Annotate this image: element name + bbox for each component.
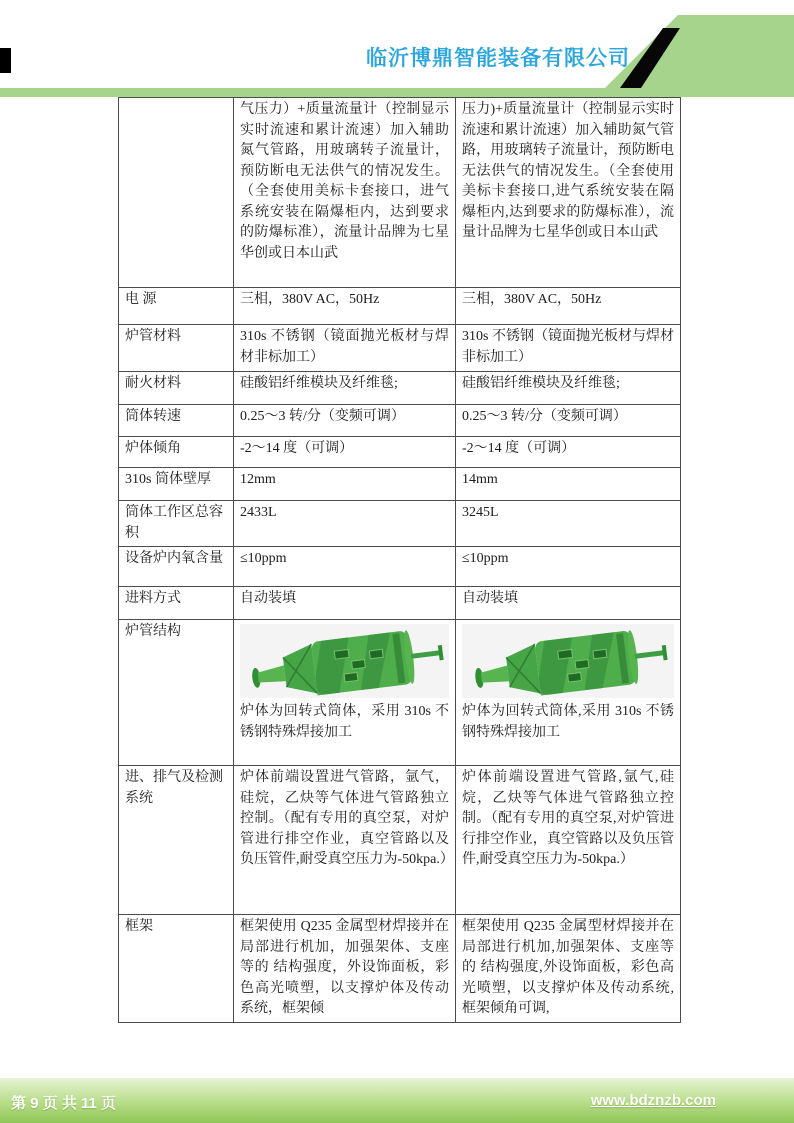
spec-cell: 框架使用 Q235 金属型材焊接并在局部进行机加,加强架体、支座等的 结构强度,外设饰面板，彩色高光喷塑，以支撑炉体及传动系统,框架倾角可调,	[456, 915, 681, 1023]
spec-cell: ≤10ppm	[234, 547, 456, 587]
spec-cell: 硅酸铝纤维模块及纤维毯;	[456, 372, 681, 405]
page-footer	[0, 1078, 794, 1123]
header-green-bar	[0, 88, 794, 97]
table-row	[119, 288, 681, 325]
spec-cell: 0.25～3 转/分（变频可调）	[234, 405, 456, 437]
spec-cell: 三相，380V AC，50Hz	[456, 288, 681, 325]
table-row	[119, 437, 681, 468]
table-row	[119, 98, 681, 288]
row-label-cell: 筒体转速	[119, 405, 234, 437]
spec-cell: 3245L	[456, 501, 681, 547]
furnace-render-icon	[462, 624, 674, 698]
page-header	[0, 0, 794, 100]
table-row	[119, 766, 681, 915]
row-label-cell: 炉管材料	[119, 325, 234, 372]
spec-table	[118, 97, 681, 1023]
spec-cell: 硅酸铝纤维模块及纤维毯;	[234, 372, 456, 405]
table-row	[119, 547, 681, 587]
table-row	[119, 468, 681, 501]
table-row	[119, 405, 681, 437]
row-label-cell: 炉管结构	[119, 620, 234, 766]
row-label-cell: 进料方式	[119, 587, 234, 620]
furnace-render-image	[462, 624, 674, 698]
furnace-caption: 炉体为回转式筒体，采用 310s 不锈钢特殊焊接加工	[240, 704, 449, 740]
table-row	[119, 372, 681, 405]
spec-cell: 310s 不锈钢（镜面抛光板材与焊材非标加工）	[234, 325, 456, 372]
spec-cell: ≤10ppm	[456, 547, 681, 587]
table-row	[119, 501, 681, 547]
row-label-cell	[119, 98, 234, 288]
row-label-cell: 炉体倾角	[119, 437, 234, 468]
spec-cell: 14mm	[456, 468, 681, 501]
spec-cell: -2～14 度（可调）	[456, 437, 681, 468]
header-black-block	[0, 48, 11, 73]
table-row	[119, 325, 681, 372]
row-label-cell: 筒体工作区总容积	[119, 501, 234, 547]
row-label-cell: 设备炉内氧含量	[119, 547, 234, 587]
website-link[interactable]: www.bdznzb.com	[590, 1092, 716, 1109]
spec-cell: 炉体前端设置进气管路,氩气,硅烷，乙炔等气体进气管路独立控制。（配有专用的真空泵,对炉管进行排空作业，真空管路以及负压管件,耐受真空压力为-50kpa.）	[456, 766, 681, 915]
spec-cell: 自动装填	[234, 587, 456, 620]
furnace-render-image	[240, 624, 449, 698]
spec-cell: 气压力）+质量流量计（控制显示实时流速和累计流速）加入辅助氮气管路，用玻璃转子流量计，预防断电无法供气的情况发生。（全套使用美标卡套接口，进气系统安装在隔爆柜内，达到要求的防爆标准），流量计品牌为七星华创或日本山武	[234, 98, 456, 288]
furnace-caption: 炉体为回转式筒体,采用 310s 不锈钢特殊焊接加工	[462, 704, 674, 740]
header-green-parallelogram	[0, 0, 794, 88]
spec-cell: -2～14 度（可调）	[234, 437, 456, 468]
spec-cell: 三相，380V AC，50Hz	[234, 288, 456, 325]
company-name: 临沂博鼎智能装备有限公司	[366, 47, 630, 70]
page-number: 第 9 页 共 11 页	[11, 1095, 117, 1112]
spec-cell: 310s 不锈钢（镜面抛光板材与焊材非标加工）	[456, 325, 681, 372]
spec-cell: 炉体前端设置进气管路，氩气，硅烷，乙炔等气体进气管路独立控制。（配有专用的真空泵，对炉管进行排空作业，真空管路以及负压管件,耐受真空压力为-50kpa.）	[234, 766, 456, 915]
spec-cell: 自动装填	[456, 587, 681, 620]
row-label-cell: 电 源	[119, 288, 234, 325]
row-label-cell: 耐火材料	[119, 372, 234, 405]
row-label-cell: 进、排气及检测系统	[119, 766, 234, 915]
spec-cell: 2433L	[234, 501, 456, 547]
spec-cell: 0.25～3 转/分（变频可调）	[456, 405, 681, 437]
spec-cell: 12mm	[234, 468, 456, 501]
furnace-render-icon	[240, 624, 449, 698]
table-row	[119, 915, 681, 1023]
spec-cell	[456, 620, 681, 766]
table-row	[119, 587, 681, 620]
spec-cell: 框架使用 Q235 金属型材焊接并在局部进行机加，加强架体、支座等的 结构强度，外设饰面板，彩色高光喷塑，以支撑炉体及传动系统，框架倾	[234, 915, 456, 1023]
spec-cell: 压力)+质量流量计（控制显示实时流速和累计流速）加入辅助氮气管路，用玻璃转子流量计，预防断电无法供气的情况发生。（全套使用美标卡套接口,进气系统安装在隔爆柜内,达到要求的防爆标准），流量计品牌为七星华创或日本山武	[456, 98, 681, 288]
spec-cell	[234, 620, 456, 766]
row-label-cell: 310s 筒体壁厚	[119, 468, 234, 501]
row-label-cell: 框架	[119, 915, 234, 1023]
table-row-furnace-structure	[119, 620, 681, 766]
